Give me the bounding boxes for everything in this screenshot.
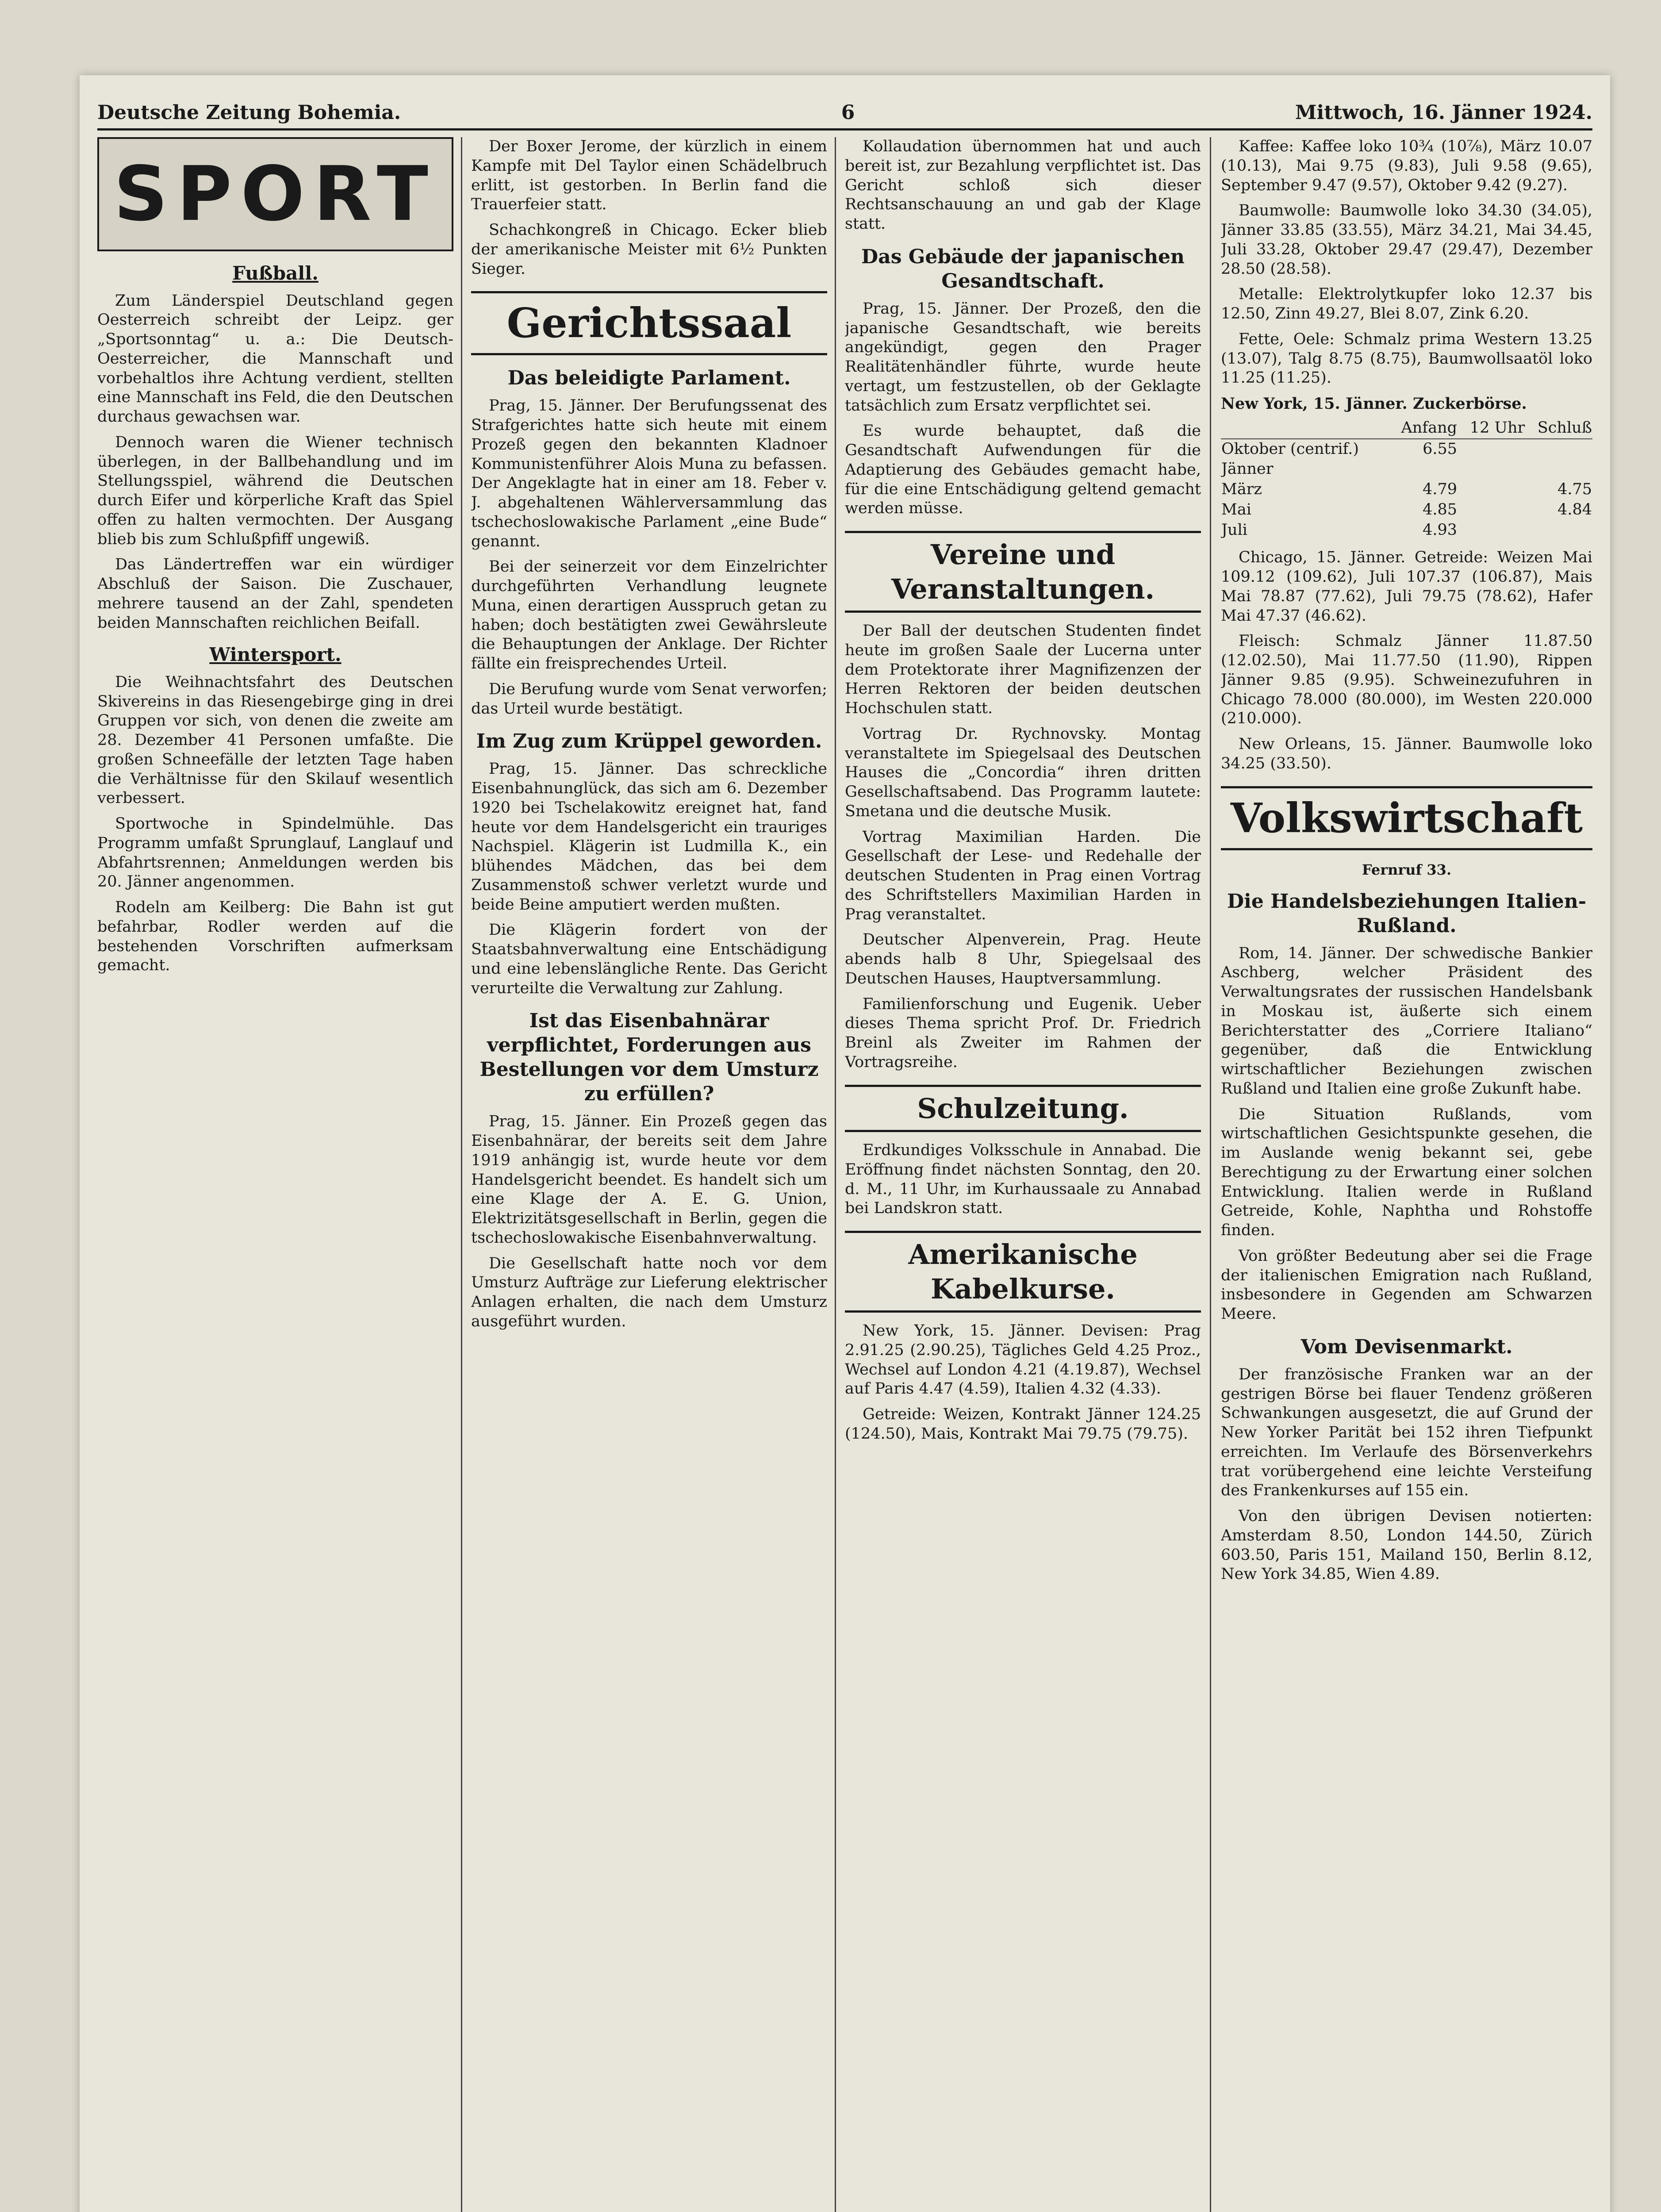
table-row [1221,459,1592,480]
table-cell [1458,459,1525,480]
article-paragraph: Die Situation Rußlands, vom wirtschaftlichen Gesichtspunkte gesehen, die im Auslande wenig bekannt sei, gebe Berechtigung zu der Erwartung einer solchen Entwicklung. Italien werde in Rußland Getreide, Kohle, Naphtha und Rohstoffe finden. [1221,1105,1592,1239]
article-paragraph: Von den übrigen Devisen notierten: Amsterdam 8.50, London 144.50, Zürich 603.50, Paris 151, Mailand 150, Berlin 8.12, New York 34.85, Wien 4.89. [1221,1507,1592,1583]
article-title: Die Handelsbeziehungen Italien-Rußland. [1227,890,1587,937]
table-header-row [1221,418,1592,439]
table-header-cell: 12 Uhr [1458,418,1525,439]
table-cell: 4.79 [1423,480,1458,498]
column-vereine [845,137,1201,2212]
table-cell: 4.84 [1557,500,1592,518]
article-paragraph: Prag, 15. Jänner. Der Prozeß, den die japanische Gesandtschaft, wie bereits angekündigt, gegen den Prager Realitätenhändler führte, wurde heute vertagt, um festzustellen, ob der Geklagte tatsächlich zum Ersatz verpflichtet sei. [845,300,1201,415]
article-paragraph: Zum Länderspiel Deutschland gegen Oesterreich schreibt der Leipz. ger „Sportsonntag“ u. a.: Die Deutsch-Oesterreicher, die Mannschaft und vorbehaltlos ihre Achtung verdient, stellten eine Mannschaft ins Feld, die den Deutschen durchaus gewachsen war. [97,292,453,426]
article-paragraph: Bei der seinerzeit vor dem Einzelrichter durchgeführten Verhandlung leugnete Muna, einen derartigen Ausspruch getan zu haben; doch bestätigten zwei Gewährsleute die Behauptungen der Anklage. Der Richter fällte ein freisprechendes Urteil. [471,558,827,672]
table-cell: Oktober (centrif.) [1221,440,1359,458]
article-title: Ist das Eisenbahnärar verpflichtet, Forderungen aus Bestellungen vor dem Umsturz zu erfüllen? [480,1010,819,1106]
article-paragraph: Getreide: Weizen, Kontrakt Jänner 124.25 (124.50), Mais, Kontrakt Mai 79.75 (79.75). [845,1406,1201,1443]
article-paragraph: Sportwoche in Spindelmühle. Das Programm umfaßt Sprunglauf, Langlauf und Abfahrtsrennen; Anmeldungen werden bis 20. Jänner angenommen. [97,815,453,891]
column-gerichtssaal [471,137,827,2212]
table-cell [1525,459,1592,480]
article-paragraph: Die Berufung wurde vom Senat verworfen; das Urteil wurde bestätigt. [471,680,827,718]
market-paragraph: Metalle: Elektrolytkupfer loko 12.37 bis 12.50, Zinn 49.27, Blei 8.07, Zink 6.20. [1221,285,1592,323]
table-cell [1458,439,1525,460]
table-cell: 6.55 [1423,440,1458,458]
article-paragraph: Rodeln am Keilberg: Die Bahn ist gut befahrbar, Rodler werden auf die bestehenden Vorschriften aufmerksam gemacht. [97,899,453,975]
table-cell: Mai [1221,500,1251,518]
table-cell [1458,480,1525,500]
article-paragraph: Deutscher Alpenverein, Prag. Heute abends halb 8 Uhr, Spiegelsaal des Deutschen Hauses, Hauptversammlung. [845,931,1201,987]
article-title: Vom Devisenmarkt. [1300,1335,1513,1358]
page-header [97,88,1592,131]
article-paragraph: Prag, 15. Jänner. Der Berufungssenat des Strafgerichtes hatte sich heute mit einem Prozeß gegen den bekannten Kladnoer Kommunistenführer Alois Muna zu befassen. Der Angeklagte hat in einer am 18. Feber v. J. abgehaltenen Wählerversammlung das tschechoslowakische Parlament „eine Bude“ genannt. [471,397,827,550]
section-title-schulzeitung: Schulzeitung. [845,1085,1201,1133]
table-cell [1525,439,1592,460]
table-row [1221,520,1592,541]
column-rule [835,137,836,2212]
table-cell [1458,520,1525,541]
article-title: Im Zug zum Krüppel geworden. [476,730,822,753]
table-cell: 4.93 [1423,521,1458,539]
article-paragraph: Der französische Franken war an der gestrigen Börse bei flauer Tendenz größeren Schwankungen ausgesetzt, die auf Grund der New Yorker Parität bei 152 ihren Tiefpunkt erreichten. Im Verlaufe des Börsenverkehrs trat vorübergehend eine leichte Versteifung des Frankenkurses auf 155 ein. [1221,1365,1592,1500]
table-header-cell: Anfang [1389,418,1458,439]
article-paragraph: Schachkongreß in Chicago. Ecker blieb der amerikanische Meister mit 6½ Punkten Sieger. [471,221,827,278]
market-paragraph: Kaffee: Kaffee loko 10¾ (10⅞), März 10.07 (10.13), Mai 9.75 (9.83), Juli 9.58 (9.65), September 9.47 (9.57), Oktober 9.42 (9.27). [1221,138,1592,194]
page-number: 6 [841,101,855,124]
article-paragraph: Prag, 15. Jänner. Das schreckliche Eisenbahnunglück, das sich am 6. Dezember 1920 bei Tschelakowitz ereignet hat, fand heute vor dem Handelsgericht ein trauriges Nachspiel. Klägerin ist Ludmilla K., ein blühendes Mädchen, das bei dem Zusammenstoß schwer verletzt wurde und beide Beine amputiert werden mußten. [471,760,827,914]
market-paragraph: New Orleans, 15. Jänner. Baumwolle loko 34.25 (33.50). [1221,735,1592,772]
article-paragraph: Die Gesellschaft hatte noch vor dem Umsturz Aufträge zur Lieferung elektrischer Anlagen erhalten, die nach dem Umsturz ausgeführt wurden. [471,1254,827,1330]
section-title-kabelkurse: Amerikanische Kabelkurse. [845,1231,1201,1313]
article-paragraph: Prag, 15. Jänner. Ein Prozeß gegen das Eisenbahnärar, der bereits seit dem Jahre 1919 anhängig ist, wurde heute vor dem Handelsgericht beendet. Es handelt sich um eine Klage der A. E. G. Union, Elektrizitätsgesellschaft in Berlin, gegen die tschechoslowakische Eisenbahnverwaltung. [471,1113,827,1247]
issue-date: Mittwoch, 16. Jänner 1924. [1295,101,1592,124]
table-cell [1458,500,1525,520]
table-cell: 4.75 [1557,480,1592,498]
column-sport [97,137,453,2212]
article-paragraph: Rom, 14. Jänner. Der schwedische Bankier Aschberg, welcher Präsident des Verwaltungsrates der russischen Handelsbank in Moskau ist, äußerte sich einem Berichterstatter des „Corriere Italiano“ gegenüber, daß die Entwicklung wirtschaftlicher Beziehungen zwischen Rußland und Italien eine große Zukunft habe. [1221,944,1592,1098]
market-paragraph: Fleisch: Schmalz Jänner 11.87.50 (12.02.50), Mai 11.77.50 (11.90), Rippen Jänner 9.85 (9.95). Schweinezufuhren in Chicago 78.000 (80.000), im Westen 220.000 (210.000). [1221,632,1592,728]
article-paragraph: Dennoch waren die Wiener technisch überlegen, in der Ballbehandlung und im Stellungsspiel, während die Deutschen durch Eifer und körperliche Kraft das Spiel offen zu halten vermochten. Der Ausgang blieb bis zum Schlußpfiff ungewiß. [97,433,453,548]
newspaper-page [80,75,1610,2212]
section-title-volkswirtschaft: Volkswirtschaft [1221,786,1592,850]
paper-name: Deutsche Zeitung Bohemia. [97,101,401,124]
column-rule [461,137,462,2212]
table-cell [1389,459,1458,480]
article-title: Das Gebäude der japanischen Gesandtschaft. [861,245,1185,292]
article-paragraph: Das Ländertreffen war ein würdiger Abschluß der Saison. Die Zuschauer, mehrere tausend an der Zahl, spendeten beiden Mannschaften reichlichen Beifall. [97,556,453,632]
sugar-exchange-table [1221,418,1592,541]
article-paragraph: Erdkundiges Volksschule in Annabad. Die Eröffnung findet nächsten Sonntag, den 20. d. M., 11 Uhr, im Kurhaussaale zu Annabad bei Landskron statt. [845,1141,1201,1217]
section-title-gerichtssaal: Gerichtssaal [471,291,827,355]
article-paragraph: Vortrag Dr. Rychnovsky. Montag veranstaltete im Spiegelsaal des Deutschen Hauses die „Concordia“ ihren dritten Gesellschaftsabend. Das Programm lautete: Smetana und die deutsche Musik. [845,725,1201,820]
column-volkswirtschaft [1221,137,1592,2212]
table-row [1221,439,1592,460]
article-paragraph: Es wurde behauptet, daß die Gesandtschaft Aufwendungen für die Adaptierung des Gebäudes gemacht habe, für die eine Entschädigung geltend gemacht werden müsse. [845,422,1201,518]
market-paragraph: Fette, Oele: Schmalz prima Western 13.25 (13.07), Talg 8.75 (8.75), Baumwollsaatöl loko 11.25 (11.25). [1221,330,1592,387]
table-header-cell: Schluß [1525,418,1592,439]
subheading-fussball: Fußball. [232,262,318,284]
table-row [1221,480,1592,500]
section-phone: Fernruf 33. [1362,861,1452,878]
table-cell: Jänner [1221,460,1274,478]
article-paragraph: Von größter Bedeutung aber sei die Frage der italienischen Emigration nach Rußland, insbesondere in Gegenden am Schwarzen Meere. [1221,1247,1592,1323]
article-paragraph: Der Ball der deutschen Studenten findet heute im großen Saale der Lucerna unter dem Protektorate ihrer Magnifizenzen der Herren Rektoren der beiden deutschen Hochschulen statt. [845,622,1201,717]
article-title: Das beleidigte Parlament. [507,367,791,390]
article-paragraph: New York, 15. Jänner. Devisen: Prag 2.91.25 (2.90.25), Tägliches Geld 4.25 Proz., Wechsel auf London 4.21 (4.19.87), Wechsel auf Paris 4.47 (4.59), Italien 4.32 (4.33). [845,1322,1201,1398]
sugar-table-title: New York, 15. Jänner. Zuckerbörse. [1221,395,1527,413]
market-paragraph: Baumwolle: Baumwolle loko 34.30 (34.05), Jänner 33.85 (33.55), März 34.21, Mai 34.45, Juli 33.28, Oktober 29.47 (29.47), Dezember 28.50 (28.58). [1221,202,1592,278]
article-paragraph: Vortrag Maximilian Harden. Die Gesellschaft der Lese- und Redehalle der deutschen Studenten in Prag einen Vortrag des Schriftstellers Maximilian Harden in Prag veranstaltet. [845,828,1201,923]
table-cell: Juli [1221,521,1247,539]
article-paragraph: Der Boxer Jerome, der kürzlich in einem Kampfe mit Del Taylor einen Schädelbruch erlitt, ist gestorben. In Berlin fand die Trauerfeier statt. [471,138,827,214]
sport-masthead-logo: SPORT [97,137,453,251]
table-row [1221,500,1592,520]
table-cell [1525,520,1592,541]
article-paragraph: Die Weihnachtsfahrt des Deutschen Skivereins in das Riesengebirge ging in drei Gruppen vor sich, von denen die zweite am 28. Dezember 41 Personen umfaßte. Die großen Schneefälle der letzten Tage haben die Verhältnisse für den Skilauf wesentlich verbessert. [97,673,453,807]
article-paragraph: Die Klägerin fordert von der Staatsbahnverwaltung eine Entschädigung und eine lebenslängliche Rente. Das Gericht verurteilte die Verwaltung zur Zahlung. [471,921,827,997]
table-cell: 4.85 [1423,500,1458,518]
market-paragraph: Chicago, 15. Jänner. Getreide: Weizen Mai 109.12 (109.62), Juli 107.37 (106.87), Mais Mai 78.87 (77.62), Juli 79.75 (78.62), Hafer Mai 47.37 (46.62). [1221,549,1592,625]
section-title-vereine: Vereine und Veranstaltungen. [845,531,1201,613]
table-cell: März [1221,480,1262,498]
column-rule [1210,137,1211,2212]
article-paragraph: Familienforschung und Eugenik. Ueber dieses Thema spricht Prof. Dr. Friedrich Breinl als Zweiter im Rahmen der Vortragsreihe. [845,995,1201,1071]
article-paragraph: Kollaudation übernommen hat und auch bereit ist, zur Bezahlung verpflichtet ist. Das Gericht schloß sich dieser Rechtsanschauung an und gab der Klage statt. [845,138,1201,233]
table-header-cell [1221,418,1389,439]
subheading-wintersport: Wintersport. [209,644,341,666]
